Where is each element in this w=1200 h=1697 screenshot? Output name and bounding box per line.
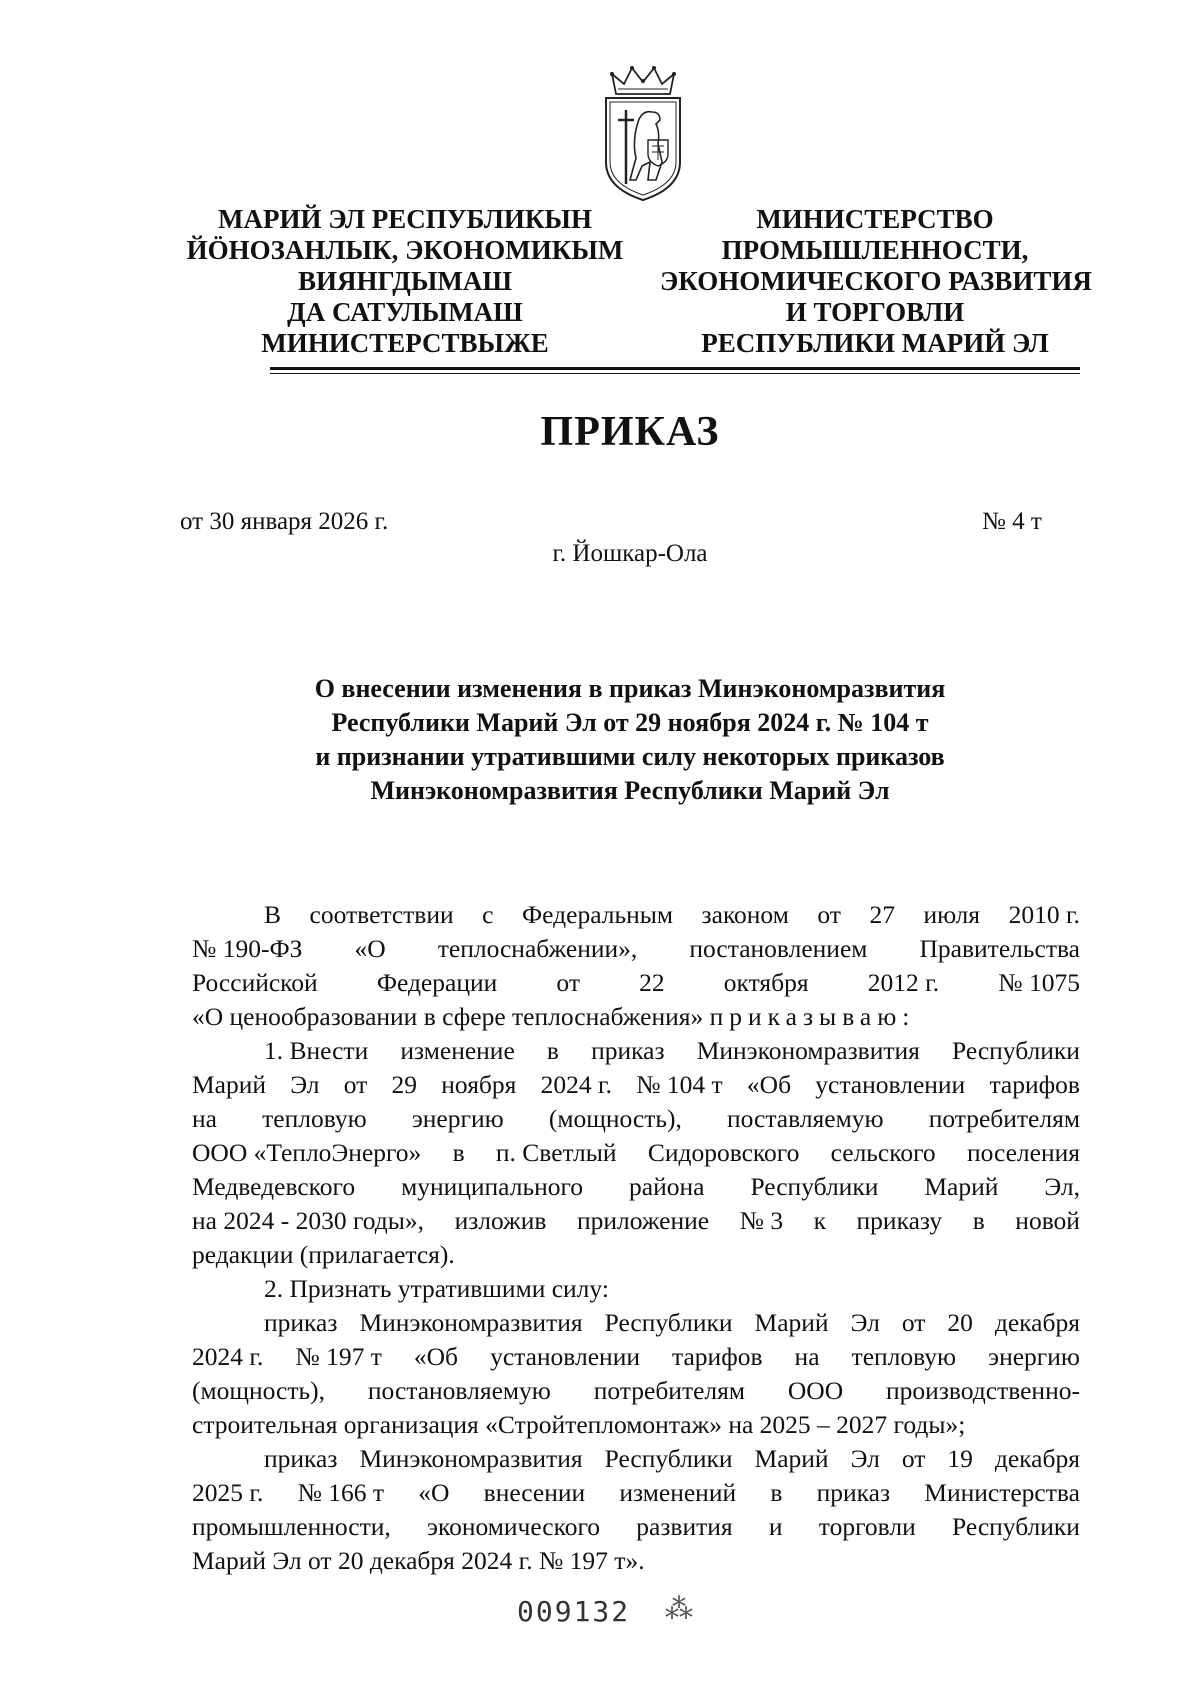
header-divider-thin	[270, 373, 1080, 374]
body-word: Российской	[192, 968, 318, 997]
header-left-line: МАРИЙ ЭЛ РЕСПУБЛИКЫН	[218, 204, 592, 234]
body-word: экономического	[427, 1512, 601, 1541]
decorative-asterisk-icon: ⁂	[665, 1594, 693, 1625]
subject-line: Республики Марий Эл от 29 ноября 2024 г. № 104 т	[331, 708, 929, 737]
body-text: 2. Признать утратившими силу:	[264, 1274, 609, 1303]
body-text: строительная организация «Стройтепломонтаж» на 2025 – 2027 годы»;	[192, 1410, 966, 1439]
header-right-line: МИНИСТЕРСТВО	[756, 204, 994, 234]
body-word: соответствии	[309, 900, 454, 929]
body-line	[192, 1408, 1080, 1442]
body-line	[192, 1204, 1080, 1238]
body-word: «Об	[413, 1342, 459, 1371]
body-word: Марий	[754, 1308, 829, 1337]
body-word: 22	[639, 968, 665, 997]
body-word: № 3	[739, 1206, 784, 1235]
body-word: от	[901, 1444, 926, 1473]
body-word: Марий	[192, 1070, 267, 1099]
body-word: поставляемую	[727, 1104, 884, 1133]
body-word: Федеральным	[522, 900, 674, 929]
body-word: района	[629, 1172, 705, 1201]
body-word: от	[343, 1070, 368, 1099]
document-subject	[220, 672, 1040, 808]
body-word: от	[556, 968, 580, 997]
body-word: 1. Внести	[264, 1036, 369, 1065]
body-line	[192, 1238, 1080, 1272]
body-word: Марий	[754, 1444, 829, 1473]
body-word: новой	[1015, 1206, 1080, 1235]
body-word: потребителям	[928, 1104, 1080, 1133]
body-word: Эл,	[1044, 1172, 1080, 1201]
body-line	[192, 1374, 1080, 1408]
body-word: и	[768, 1512, 783, 1541]
header-right-line: ПРОМЫШЛЕННОСТИ,	[721, 235, 1029, 265]
body-word: Эл	[850, 1444, 880, 1473]
serial-number-stamp: 009132	[517, 1595, 631, 1628]
body-word: к	[813, 1206, 826, 1235]
body-word: октября	[723, 968, 809, 997]
body-line	[192, 1102, 1080, 1136]
body-word: в	[972, 1206, 985, 1235]
body-line	[192, 1272, 1080, 1306]
body-word: законом	[701, 900, 789, 929]
document-city: г. Йошкар-Ола	[552, 540, 708, 567]
subject-line: и признании утратившими силу некоторых приказов	[315, 742, 945, 771]
body-word: теплоснабжении»,	[437, 934, 638, 963]
body-word: Эл	[290, 1070, 320, 1099]
header-right-line: И ТОРГОВЛИ	[785, 297, 965, 327]
body-word: в	[452, 1138, 465, 1167]
ministry-name-russian	[660, 204, 1090, 359]
body-word: тарифов	[989, 1070, 1080, 1099]
body-line	[192, 1510, 1080, 1544]
document-body	[192, 898, 1080, 1578]
coat-of-arms-icon	[598, 62, 688, 204]
body-text: «О ценообразовании в сфере теплоснабжения»	[192, 1002, 704, 1031]
body-word: от	[901, 1308, 926, 1337]
body-word: (мощность),	[192, 1376, 326, 1405]
body-word: постановлением	[689, 934, 868, 963]
body-line	[192, 1544, 1080, 1578]
body-word: ноября	[441, 1070, 517, 1099]
body-word: приказ	[591, 1036, 665, 1065]
header-left-line: ВИЯНГДЫМАШ	[297, 266, 513, 296]
subject-line: О внесении изменения в приказ Минэкономразвития	[314, 674, 946, 703]
body-word: Республики	[750, 1172, 879, 1201]
body-word: Республики	[604, 1308, 733, 1337]
body-word: Минэкономразвития	[359, 1444, 583, 1473]
body-word: развития	[636, 1512, 733, 1541]
body-word: № 166 т	[297, 1478, 385, 1507]
body-word: муниципального	[401, 1172, 584, 1201]
body-word: Медведевского	[192, 1172, 356, 1201]
header-left-line: МИНИСТЕРСТВЫЖЕ	[261, 328, 549, 358]
body-word: декабря	[994, 1308, 1080, 1337]
body-line	[192, 1476, 1080, 1510]
body-word: потребителям	[593, 1376, 745, 1405]
body-word: Республики	[952, 1512, 1080, 1541]
body-word: от	[817, 900, 841, 929]
body-line	[192, 1340, 1080, 1374]
body-word: поселения	[966, 1138, 1080, 1167]
body-word: Эл	[850, 1308, 880, 1337]
body-word: тарифов	[672, 1342, 763, 1371]
body-text: редакции (прилагается).	[192, 1240, 455, 1269]
body-line	[192, 898, 1080, 932]
body-line	[192, 1442, 1080, 1476]
body-word: 2010 г.	[1008, 900, 1080, 929]
ministry-name-mari	[170, 204, 640, 359]
body-line	[192, 1000, 1080, 1034]
body-word: № 1075	[998, 968, 1080, 997]
body-word: 2024 г.	[192, 1342, 264, 1371]
body-word: В	[264, 900, 282, 929]
header-left-line: ЙÖНОЗАНЛЫК, ЭКОНОМИКЫМ	[186, 235, 624, 265]
body-word: приказ	[264, 1444, 338, 1473]
body-line	[192, 1034, 1080, 1068]
body-word: «О	[418, 1478, 450, 1507]
body-word: Минэкономразвития	[696, 1036, 920, 1065]
body-word: изменение	[400, 1036, 515, 1065]
body-text-spaced: приказываю:	[709, 1002, 916, 1031]
body-word: декабря	[994, 1444, 1080, 1473]
body-word: внесении	[483, 1478, 586, 1507]
body-word: ООО «ТеплоЭнерго»	[192, 1138, 422, 1167]
body-line	[192, 1136, 1080, 1170]
body-word: п. Светлый	[495, 1138, 617, 1167]
body-word: в	[770, 1478, 783, 1507]
body-word: приказу	[856, 1206, 943, 1235]
body-word: энергию	[411, 1104, 504, 1133]
body-word: 27	[869, 900, 895, 929]
body-word: «Об	[746, 1070, 792, 1099]
body-line	[192, 1068, 1080, 1102]
body-line	[192, 1170, 1080, 1204]
body-word: № 190-ФЗ	[192, 934, 303, 963]
body-word: 2025 г.	[192, 1478, 264, 1507]
body-text: Марий Эл от 20 декабря 2024 г. № 197 т».	[192, 1546, 645, 1575]
body-word: Правительства	[919, 934, 1080, 963]
body-word: изложив	[454, 1206, 547, 1235]
body-word: № 104 т	[636, 1070, 723, 1099]
body-word: сельского	[830, 1138, 936, 1167]
body-word: установлении	[815, 1070, 966, 1099]
body-line	[192, 932, 1080, 966]
body-word: на	[794, 1342, 820, 1371]
body-word: «О	[354, 934, 386, 963]
header-divider	[270, 367, 1080, 370]
body-word: 2012 г.	[867, 968, 940, 997]
subject-line: Минэкономразвития Республики Марий Эл	[370, 776, 890, 805]
body-word: Республики	[604, 1444, 733, 1473]
body-word: (мощность),	[548, 1104, 682, 1133]
header-right-line: ЭКОНОМИЧЕСКОГО РАЗВИТИЯ	[660, 266, 1092, 296]
body-word: в	[546, 1036, 559, 1065]
body-word: Министерства	[924, 1478, 1080, 1507]
body-word: производственно-	[886, 1376, 1080, 1405]
body-word: тепловую	[851, 1342, 957, 1371]
body-word: энергию	[988, 1342, 1080, 1371]
body-word: постановляемую	[367, 1376, 551, 1405]
header-right-line: РЕСПУБЛИКИ МАРИЙ ЭЛ	[701, 328, 1049, 358]
body-word: установлении	[490, 1342, 640, 1371]
body-word: Республики	[952, 1036, 1080, 1065]
body-word: Минэкономразвития	[359, 1308, 583, 1337]
body-word: тепловую	[262, 1104, 367, 1133]
document-date: от 30 января 2026 г.	[180, 508, 389, 535]
body-word: июля	[923, 900, 981, 929]
body-word: приказ	[264, 1308, 338, 1337]
body-word: изменений	[619, 1478, 737, 1507]
document-title: ПРИКАЗ	[540, 409, 720, 455]
header-left-line: ДА САТУЛЫМАШ	[287, 297, 523, 327]
body-word: приказ	[816, 1478, 891, 1507]
body-word: 2024 г.	[540, 1070, 612, 1099]
body-word: с	[482, 900, 494, 929]
body-word: на	[192, 1104, 217, 1133]
body-word: торговли	[818, 1512, 916, 1541]
body-word: 19	[947, 1444, 973, 1473]
body-word: 20	[947, 1308, 973, 1337]
body-word: приложение	[576, 1206, 710, 1235]
body-line	[192, 1306, 1080, 1340]
body-word: ООО	[787, 1376, 844, 1405]
body-word: Федерации	[376, 968, 498, 997]
body-word: промышленности,	[192, 1512, 391, 1541]
document-number: № 4 т	[982, 508, 1042, 535]
body-word: Марий	[924, 1172, 999, 1201]
body-word: 29	[391, 1070, 418, 1099]
body-line	[192, 966, 1080, 1000]
body-word: Сидоровского	[647, 1138, 800, 1167]
body-word: на 2024 - 2030 годы»,	[192, 1206, 425, 1235]
body-word: № 197 т	[295, 1342, 382, 1371]
